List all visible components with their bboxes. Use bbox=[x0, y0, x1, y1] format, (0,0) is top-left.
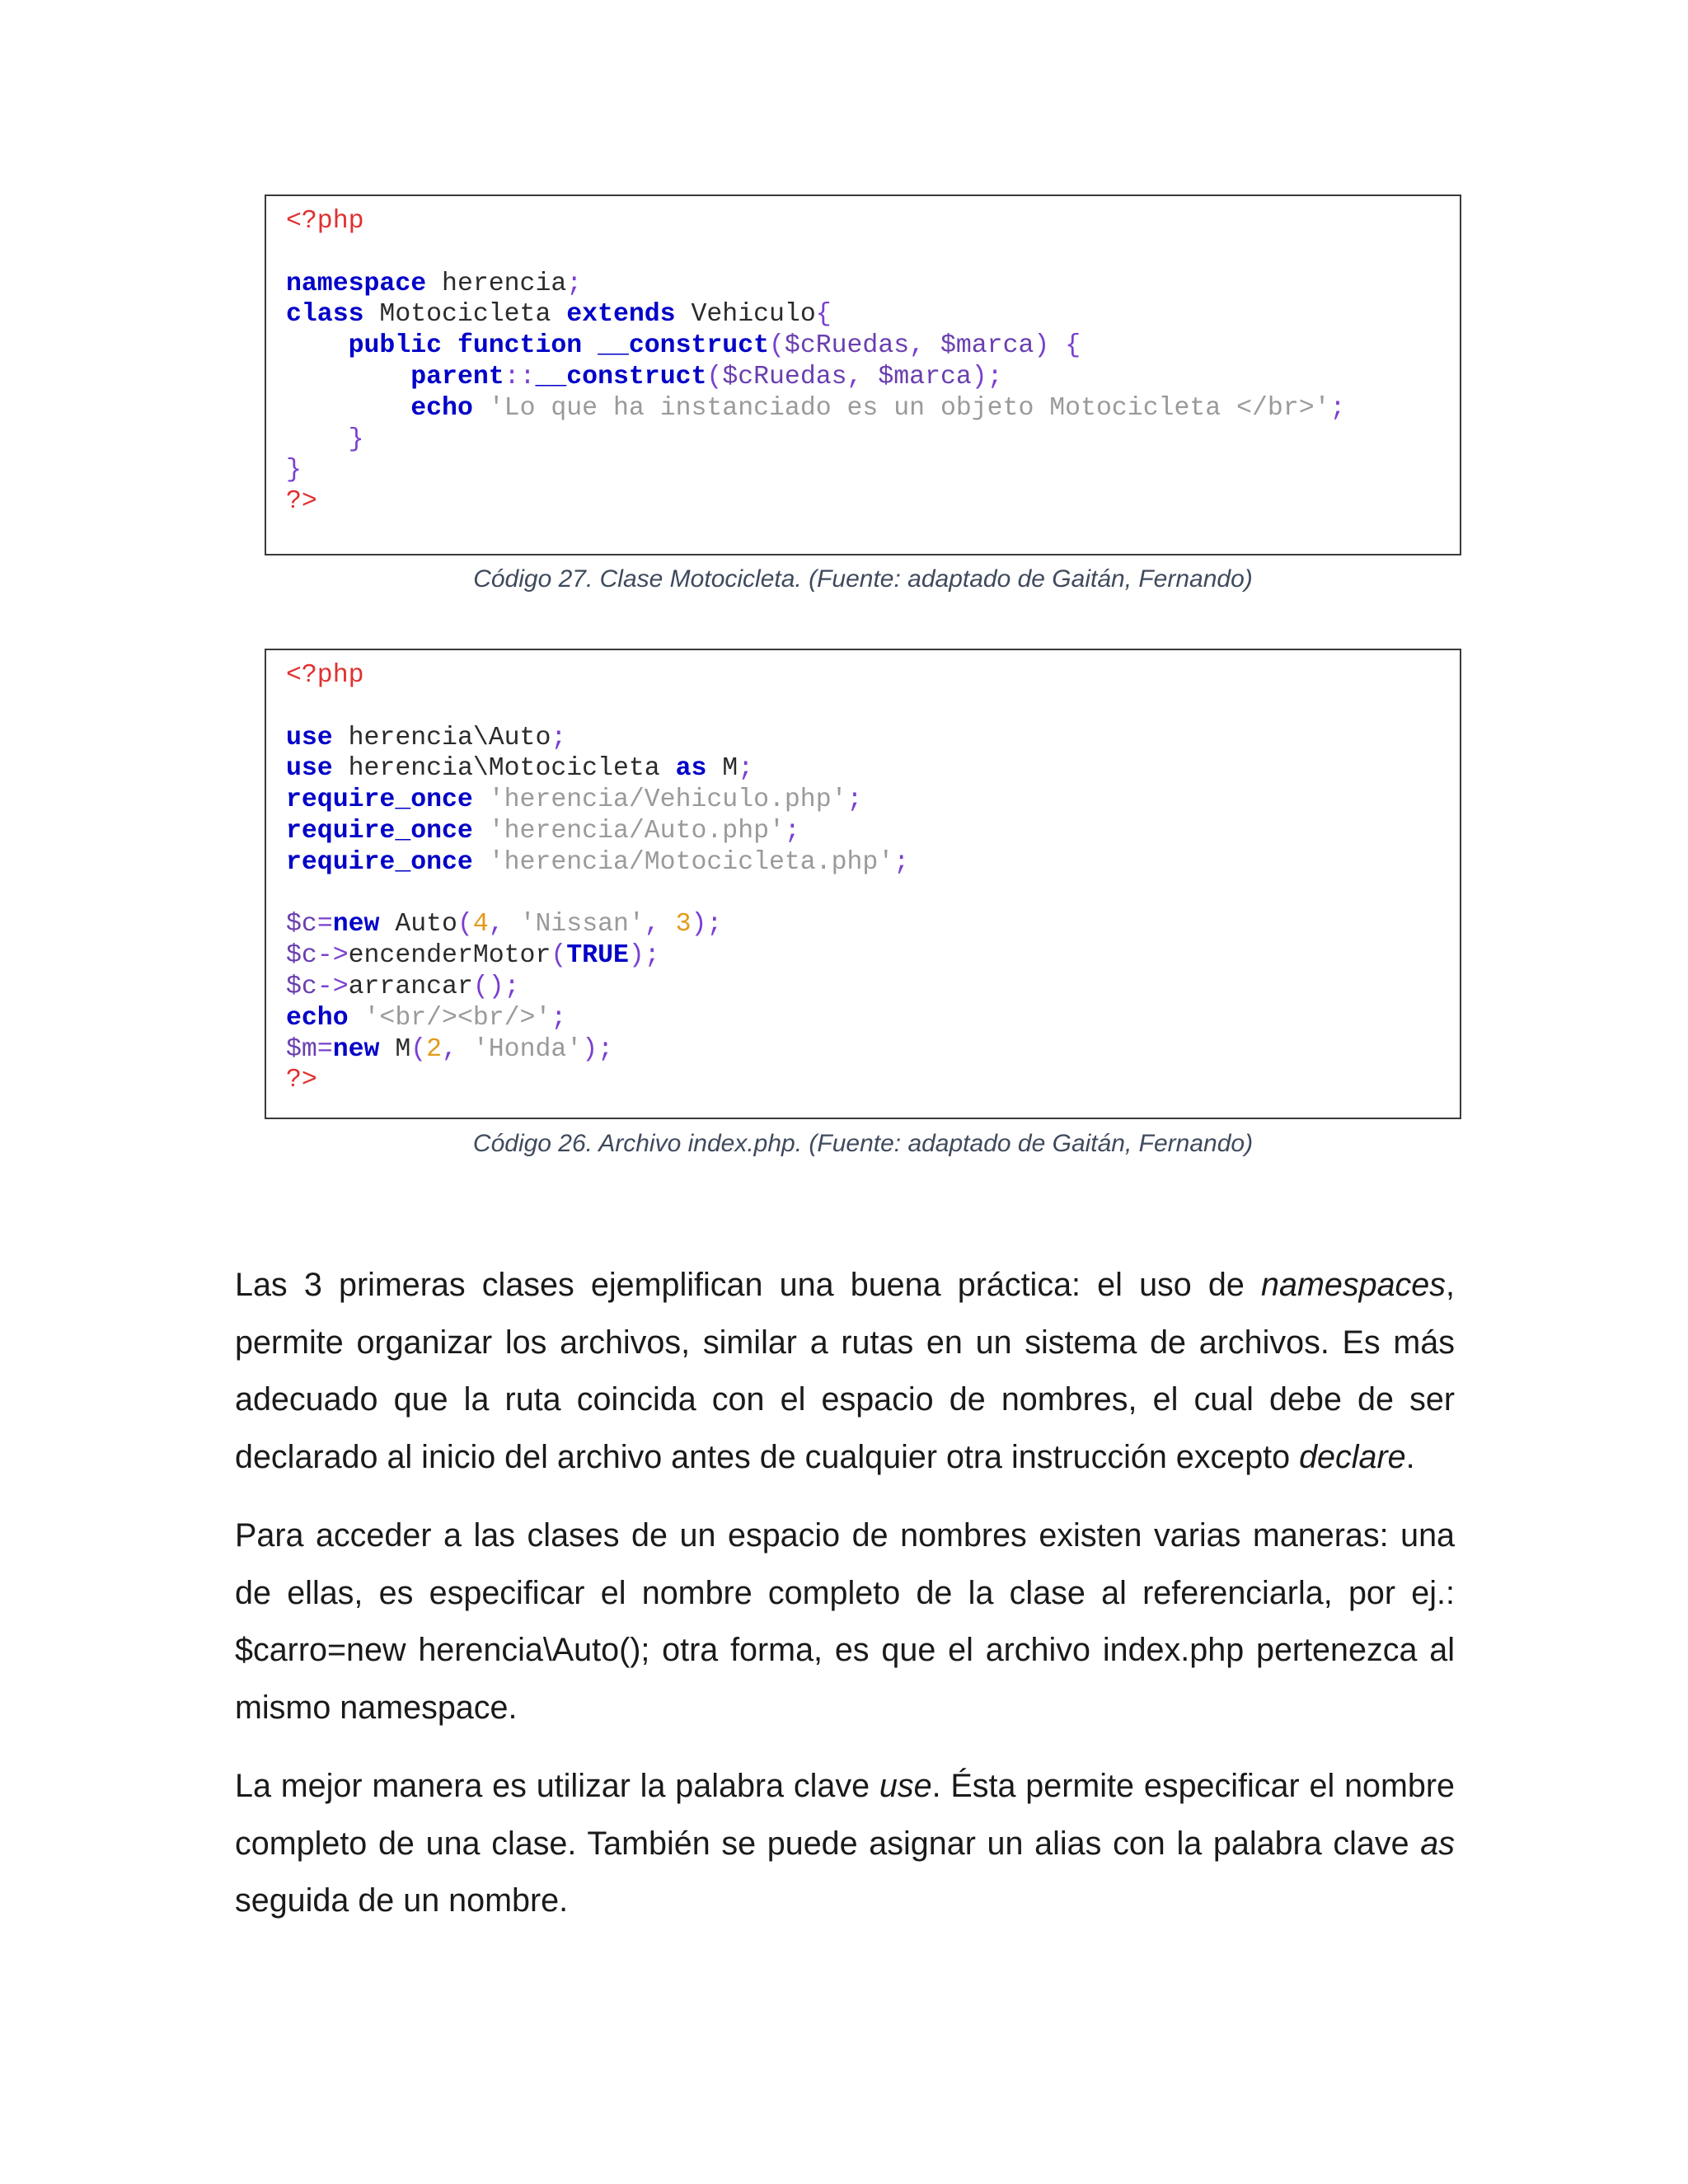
code-token: extends bbox=[566, 300, 676, 330]
code-line bbox=[286, 393, 1345, 424]
code-token: ); bbox=[971, 362, 1003, 391]
code-token: __construct bbox=[535, 362, 707, 391]
code-token: namespace bbox=[286, 269, 427, 298]
code-token: ; bbox=[566, 269, 583, 298]
text-run: seguida de un nombre. bbox=[235, 1882, 569, 1919]
code-line bbox=[286, 1034, 909, 1066]
code-line bbox=[286, 723, 909, 754]
code-token: ( bbox=[706, 362, 723, 391]
code-token: 4 bbox=[472, 910, 489, 940]
code-token: ); bbox=[691, 910, 723, 940]
code-token: new bbox=[332, 910, 380, 940]
code-token: ; bbox=[784, 816, 800, 846]
code-token: use bbox=[286, 723, 333, 752]
emphasis-term: use bbox=[879, 1768, 932, 1804]
emphasis-term: as bbox=[1420, 1825, 1455, 1862]
code-token: ( bbox=[769, 331, 785, 361]
code-token: TRUE bbox=[566, 941, 629, 971]
paragraph-acceso-clases bbox=[235, 1507, 1455, 1736]
code-token: , bbox=[909, 331, 940, 361]
code-token: ( bbox=[457, 910, 473, 940]
code-line bbox=[286, 660, 909, 691]
code-token: $cRuedas bbox=[784, 331, 910, 361]
text-run: Las 3 primeras clases ejemplifican una buena práctica: el uso de bbox=[235, 1267, 1262, 1303]
code-token: Vehiculo bbox=[675, 300, 816, 330]
code-token: herencia\Motocicleta bbox=[332, 754, 676, 784]
code-line bbox=[286, 362, 1345, 393]
code-token: <?php bbox=[286, 207, 364, 236]
code-token bbox=[286, 363, 410, 391]
code-line bbox=[286, 753, 909, 785]
code-token: -> bbox=[316, 941, 349, 971]
code-line bbox=[286, 330, 1345, 362]
code-token: ; bbox=[893, 847, 910, 877]
code-line bbox=[286, 972, 909, 1003]
emphasis-term: namespaces bbox=[1261, 1267, 1447, 1303]
code-line bbox=[286, 299, 1345, 330]
caption-codigo-26: Código 26. Archivo index.php. (Fuente: adaptado de Gaitán, Fernando) bbox=[472, 1130, 1254, 1157]
code-listing bbox=[286, 206, 1345, 518]
text-run: . Ésta permite especificar el nombre completo de una clase. También se puede asignar un alias con la palabra clave bbox=[235, 1768, 1455, 1862]
code-token: 'Honda' bbox=[472, 1034, 583, 1064]
code-token: $cRuedas bbox=[722, 362, 847, 391]
code-token bbox=[286, 425, 349, 454]
code-line bbox=[286, 847, 909, 879]
code-token: -> bbox=[316, 972, 349, 1001]
code-token: $m bbox=[286, 1034, 317, 1064]
code-token: $marca bbox=[878, 362, 972, 391]
code-token: require_once bbox=[286, 785, 473, 815]
code-block-index-php bbox=[265, 649, 1461, 1119]
code-token: = bbox=[316, 910, 333, 940]
paragraph-palabra-clave-use bbox=[235, 1758, 1455, 1930]
code-line bbox=[286, 1065, 909, 1096]
emphasis-term: declare bbox=[1299, 1438, 1406, 1475]
code-token: , bbox=[846, 362, 879, 391]
text-run: Para acceder a las clases de un espacio de nombres existen varias maneras: una de ellas, es especificar el nombre completo de la clase al referenciarla, por ej.: $carro=new herencia\Auto(); otra forma, es que el archivo index.php pertenezca al mismo namespace. bbox=[235, 1517, 1455, 1726]
code-token: $c bbox=[286, 910, 317, 940]
code-token: herencia bbox=[426, 269, 567, 298]
code-token: $c bbox=[286, 972, 317, 1001]
code-token bbox=[286, 394, 410, 423]
code-token: require_once bbox=[286, 847, 473, 877]
code-line bbox=[286, 455, 1345, 486]
code-token: echo bbox=[410, 393, 473, 423]
code-token: Auto bbox=[379, 910, 457, 940]
code-token: = bbox=[316, 1034, 333, 1064]
code-token: , bbox=[644, 910, 676, 940]
code-token: 3 bbox=[675, 910, 692, 940]
code-token: encenderMotor bbox=[348, 941, 551, 971]
code-token: public function __construct bbox=[348, 331, 770, 361]
code-line bbox=[286, 486, 1345, 518]
code-token: ?> bbox=[286, 1066, 317, 1095]
code-token: (); bbox=[472, 972, 520, 1001]
code-token: echo bbox=[286, 1003, 349, 1033]
paragraph-namespaces bbox=[235, 1257, 1455, 1486]
code-line bbox=[286, 785, 909, 816]
code-token: herencia\Auto bbox=[332, 723, 551, 752]
code-token: 2 bbox=[426, 1034, 443, 1064]
code-token: , bbox=[442, 1034, 473, 1064]
code-token: arrancar bbox=[348, 972, 473, 1001]
code-token: class bbox=[286, 300, 364, 330]
code-token: ; bbox=[1329, 393, 1346, 423]
code-token: new bbox=[332, 1034, 380, 1064]
code-line bbox=[286, 424, 1345, 456]
code-token: M bbox=[379, 1034, 411, 1064]
code-token: ) { bbox=[1034, 331, 1081, 361]
code-token: } bbox=[348, 424, 364, 454]
code-line bbox=[286, 237, 1345, 269]
code-token: 'Nissan' bbox=[519, 910, 645, 940]
code-line bbox=[286, 1003, 909, 1034]
code-block-motocicleta bbox=[265, 194, 1461, 555]
code-line bbox=[286, 879, 909, 910]
text-run: . bbox=[1405, 1438, 1415, 1475]
code-token: 'Lo que ha instanciado es un objeto Motocicleta </br>' bbox=[472, 393, 1330, 423]
code-token: M bbox=[706, 754, 738, 784]
code-line bbox=[286, 691, 909, 723]
code-token: 'herencia/Vehiculo.php' bbox=[472, 785, 847, 815]
code-token: 'herencia/Motocicleta.php' bbox=[472, 847, 894, 877]
code-token: ; bbox=[551, 1003, 567, 1033]
code-token: as bbox=[675, 754, 707, 784]
code-token: $c bbox=[286, 941, 317, 971]
code-token: ( bbox=[410, 1034, 427, 1064]
code-token bbox=[286, 331, 349, 360]
code-token: '<br/><br/>' bbox=[348, 1003, 551, 1033]
code-token: ?> bbox=[286, 487, 317, 517]
code-token: ); bbox=[582, 1034, 614, 1064]
code-line bbox=[286, 206, 1345, 237]
code-token: ; bbox=[846, 785, 863, 815]
caption-codigo-27: Código 27. Clase Motocicleta. (Fuente: adaptado de Gaitán, Fernando) bbox=[473, 565, 1253, 593]
code-token: :: bbox=[504, 362, 536, 391]
code-token: <?php bbox=[286, 661, 364, 690]
code-line bbox=[286, 816, 909, 847]
code-token: parent bbox=[410, 362, 504, 391]
code-token: ( bbox=[551, 941, 567, 971]
code-line bbox=[286, 940, 909, 972]
code-token: { bbox=[815, 300, 832, 330]
text-run: La mejor manera es utilizar la palabra clave bbox=[235, 1768, 879, 1804]
code-token: $marca bbox=[940, 331, 1034, 361]
code-token: ; bbox=[738, 754, 754, 784]
code-listing bbox=[286, 660, 909, 1096]
code-token: , bbox=[488, 910, 520, 940]
code-line bbox=[286, 269, 1345, 300]
code-token: 'herencia/Auto.php' bbox=[472, 816, 785, 846]
code-line bbox=[286, 909, 909, 940]
code-token: Motocicleta bbox=[363, 300, 567, 330]
code-token: } bbox=[286, 456, 302, 485]
text-run: , permite organizar los archivos, similar a rutas en un sistema de archivos. Es más adecuado que la ruta coincida con el espacio de nombres, el cual debe de ser declarado al inicio del archivo antes de cualquier otra instrucción excepto bbox=[235, 1267, 1455, 1475]
code-token: ; bbox=[551, 723, 567, 752]
code-token: require_once bbox=[286, 816, 473, 846]
code-token: ); bbox=[628, 941, 660, 971]
code-token: use bbox=[286, 754, 333, 784]
